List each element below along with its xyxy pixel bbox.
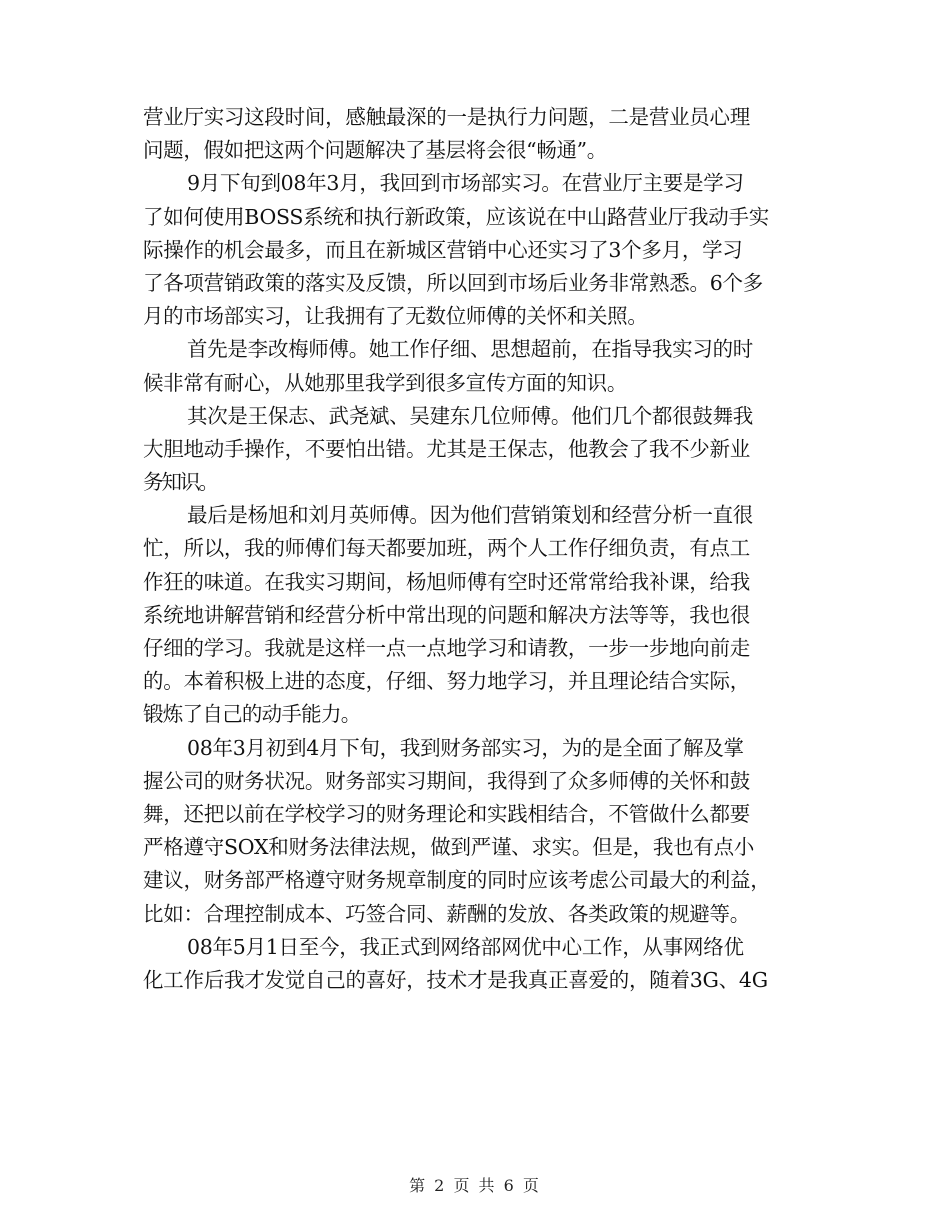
text-line: 际操作的机会最多，而且在新城区营销中心还实习了3个多月，学习 — [143, 237, 743, 262]
text-line: 08年3月初到4月下旬，我到财务部实习，为的是全面了解及掌 — [187, 735, 744, 760]
text-line: 舞，还把以前在学校学习的财务理论和实践相结合，不管做什么都要 — [143, 801, 750, 826]
text-line: 首先是李改梅师傅。她工作仔细、思想超前，在指导我实习的时 — [187, 337, 753, 362]
body-text — [143, 101, 803, 997]
text-line: 作狂的味道。在我实习期间，杨旭师傅有空时还常常给我补课，给我 — [143, 569, 750, 594]
text-line: 系统地讲解营销和经营分析中常出现的问题和解决方法等等，我也很 — [143, 602, 750, 627]
text-line: 最后是杨旭和刘月英师傅。因为他们营销策划和经营分析一直很 — [187, 503, 753, 528]
text-line: 比如：合理控制成本、巧签合同、薪酬的发放、各类政策的规避等。 — [143, 901, 750, 926]
text-line: 问题，假如把这两个问题解决了基层将会很“畅通”。 — [143, 138, 607, 163]
text-line: 了如何使用BOSS系统和执行新政策，应该说在中山路营业厅我动手实 — [143, 204, 769, 229]
page-footer: 第 2 页 共 6 页 — [409, 1176, 541, 1195]
text-line: 严格遵守SOX和财务法律法规，做到严谨、求实。但是，我也有点小 — [143, 835, 755, 860]
text-line: 营业厅实习这段时间，感触最深的一是执行力问题，二是营业员心理 — [143, 105, 750, 129]
text-line: 月的市场部实习，让我拥有了无数位师傅的关怀和关照。 — [143, 304, 648, 329]
text-line: 9月下旬到08年3月，我回到市场部实习。在营业厅主要是学习 — [187, 171, 744, 196]
text-line: 候非常有耐心，从她那里我学到很多宣传方面的知识。 — [143, 370, 627, 395]
text-line: 握公司的财务状况。财务部实习期间，我得到了众多师傅的关怀和鼓 — [143, 768, 750, 793]
text-line: 建议，财务部严格遵守财务规章制度的同时应该考虑公司最大的利益， — [143, 868, 771, 893]
text-line: 仔细的学习。我就是这样一点一点地学习和请教，一步一步地向前走 — [143, 636, 750, 660]
text-line: 了各项营销政策的落实及反馈，所以回到市场后业务非常熟悉。6个多 — [143, 270, 764, 295]
text-line: 化工作后我才发觉自己的喜好，技术才是我真正喜爱的，随着3G、4G — [143, 967, 768, 992]
text-line: 的。本着积极上进的态度，仔细、努力地学习，并且理论结合实际， — [143, 669, 750, 694]
text-line: 忙，所以，我的师傅们每天都要加班，两个人工作仔细负责，有点工 — [143, 536, 750, 561]
text-line: 08年5月1日至今，我正式到网络部网优中心工作，从事网络优 — [187, 934, 744, 959]
text-line: 大胆地动手操作，不要怕出错。尤其是王保志，他教会了我不少新业 — [143, 436, 750, 461]
text-line: 锻炼了自己的动手能力。 — [143, 702, 361, 727]
text-line: 务知识。 — [143, 470, 217, 495]
text-line: 其次是王保志、武尧斌、吴建东几位师傅。他们几个都很鼓舞我 — [187, 403, 753, 428]
